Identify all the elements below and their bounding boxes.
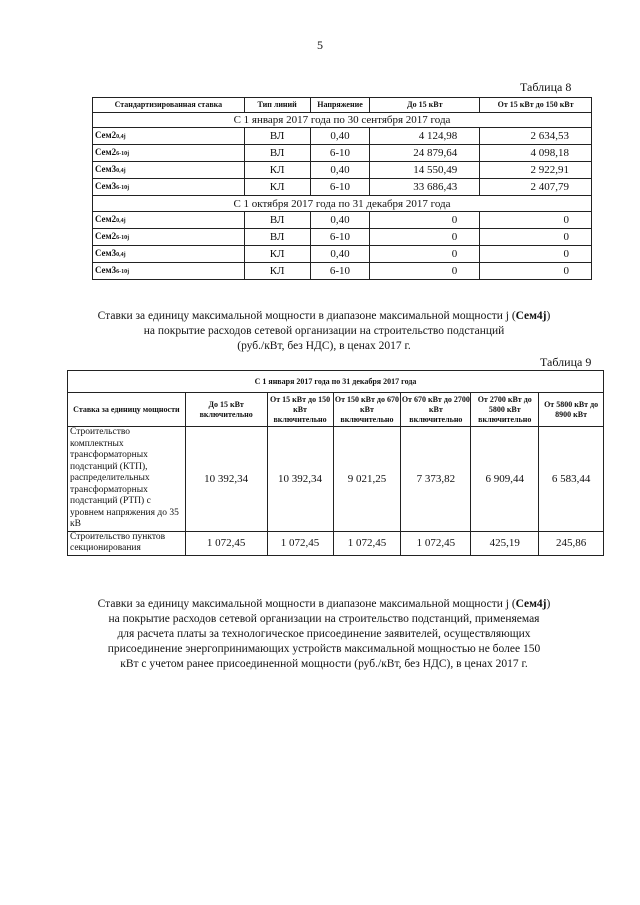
heading2-line3: для расчета платы за технологическое присоединение заявителей, осуществляющих <box>117 628 531 640</box>
voltage-cell: 6-10 <box>310 145 370 162</box>
value-cell: 0 <box>480 245 592 262</box>
table9-header-row <box>68 393 604 427</box>
table9-caption: Таблица 9 <box>540 355 592 369</box>
table8-period-2: С 1 октября 2017 года по 31 декабря 2017 года <box>93 196 592 211</box>
table-row <box>93 211 592 228</box>
table8-header-cell: До 15 кВт <box>370 98 480 113</box>
table-row <box>93 145 592 162</box>
voltage-cell: 0,40 <box>310 162 370 179</box>
table9-period: С 1 января 2017 года по 31 декабря 2017 года <box>68 371 604 393</box>
rate-code-subscript: 0,4j <box>116 134 126 141</box>
rate-code-cell <box>93 262 245 279</box>
value-cell: 1 072,45 <box>401 531 471 555</box>
table9-header-cell: От 15 кВт до 150 кВт включительно <box>267 393 333 427</box>
rate-code: Cем2 <box>95 147 117 158</box>
value-cell: 14 550,49 <box>370 162 480 179</box>
rate-code: Cем3 <box>95 181 117 192</box>
rate-code-subscript: 0,4j <box>116 251 126 258</box>
value-cell: 7 373,82 <box>401 427 471 532</box>
rate-code-cell <box>93 228 245 245</box>
value-cell: 9 021,25 <box>333 427 401 532</box>
value-cell: 1 072,45 <box>333 531 401 555</box>
line-type-cell: ВЛ <box>244 128 310 145</box>
heading1-symbol: Cем4j <box>515 310 547 322</box>
value-cell: 0 <box>370 262 480 279</box>
value-cell: 2 922,91 <box>480 162 592 179</box>
heading2-line2: на покрытие расходов сетевой организации на строительство подстанций, применяемая <box>108 613 540 625</box>
value-cell: 6 909,44 <box>471 427 539 532</box>
table-row <box>93 128 592 145</box>
heading2-line5: кВт с учетом ранее присоединенной мощности (руб./кВт, без НДС), в ценах 2017 г. <box>120 658 528 670</box>
table8-period-1: С 1 января 2017 года по 30 сентября 2017 года <box>93 113 592 128</box>
rate-code-subscript: 6-10j <box>116 185 130 192</box>
value-cell: 245,86 <box>539 531 604 555</box>
rate-code-cell <box>93 245 245 262</box>
rate-code-subscript: 6-10j <box>116 234 130 241</box>
page-number: 5 <box>317 38 323 52</box>
value-cell: 33 686,43 <box>370 179 480 196</box>
rate-code: Cем2 <box>95 130 117 141</box>
rate-code: Cем3 <box>95 264 117 275</box>
heading-2 <box>60 597 588 672</box>
table9-header-cell: От 5800 кВт до 8900 кВт <box>539 393 604 427</box>
value-cell: 2 634,53 <box>480 128 592 145</box>
value-cell: 1 072,45 <box>267 531 333 555</box>
heading2-line1-end: ) <box>546 598 551 610</box>
value-cell: 0 <box>480 228 592 245</box>
value-cell: 10 392,34 <box>185 427 267 532</box>
table-9 <box>67 370 604 556</box>
line-type-cell: КЛ <box>244 262 310 279</box>
value-cell: 0 <box>480 262 592 279</box>
voltage-cell: 0,40 <box>310 211 370 228</box>
value-cell: 425,19 <box>471 531 539 555</box>
heading2-line1: Ставки за единицу максимальной мощности в диапазоне максимальной мощности j ( <box>97 598 516 610</box>
table-row <box>93 245 592 262</box>
rate-code: Cем3 <box>95 164 117 175</box>
table9-header-cell: От 2700 кВт до 5800 кВт включительно <box>471 393 539 427</box>
value-cell: 24 879,64 <box>370 145 480 162</box>
value-cell: 4 098,18 <box>480 145 592 162</box>
heading-1 <box>60 309 588 354</box>
value-cell: 10 392,34 <box>267 427 333 532</box>
line-type-cell: ВЛ <box>244 145 310 162</box>
value-cell: 0 <box>370 228 480 245</box>
line-type-cell: КЛ <box>244 179 310 196</box>
table8-header-cell: Тип линий <box>244 98 310 113</box>
line-type-cell: КЛ <box>244 162 310 179</box>
value-cell: 6 583,44 <box>539 427 604 532</box>
rate-code-subscript: 6-10j <box>116 268 130 275</box>
table8-header-cell: Стандартизированная ставка <box>93 98 245 113</box>
table8-caption: Таблица 8 <box>520 80 572 94</box>
heading2-symbol: Cем4j <box>515 598 547 610</box>
voltage-cell: 0,40 <box>310 245 370 262</box>
table-row <box>68 427 604 532</box>
table-row <box>93 162 592 179</box>
value-cell: 0 <box>370 245 480 262</box>
value-cell: 0 <box>480 211 592 228</box>
table-row <box>93 262 592 279</box>
rate-code-cell <box>93 179 245 196</box>
rate-code-subscript: 0,4j <box>116 168 126 175</box>
voltage-cell: 6-10 <box>310 228 370 245</box>
rate-code-cell <box>93 162 245 179</box>
heading1-line3: (руб./кВт, без НДС), в ценах 2017 г. <box>237 340 411 352</box>
table-8 <box>92 97 592 280</box>
heading1-line1-end: ) <box>546 310 551 322</box>
heading1-line2: на покрытие расходов сетевой организации на строительство подстанций <box>143 325 505 337</box>
line-type-cell: ВЛ <box>244 211 310 228</box>
line-type-cell: КЛ <box>244 245 310 262</box>
value-cell: 4 124,98 <box>370 128 480 145</box>
table8-header-cell: От 15 кВт до 150 кВт <box>480 98 592 113</box>
table9-header-cell: До 15 кВт включительно <box>185 393 267 427</box>
rate-code-cell <box>93 145 245 162</box>
row-label-cell: Строительство комплектных трансформаторных подстанций (КТП), распределительных трансформаторных подстанций (РТП) с уровнем напряжения до 35 кВ <box>68 427 186 532</box>
table9-header-cell: От 670 кВт до 2700 кВт включительно <box>401 393 471 427</box>
voltage-cell: 6-10 <box>310 179 370 196</box>
table9-header-cell: От 150 кВт до 670 кВт включительно <box>333 393 401 427</box>
rate-code: Cем3 <box>95 247 117 258</box>
table8-header-row <box>93 98 592 113</box>
rate-code: Cем2 <box>95 213 117 224</box>
voltage-cell: 0,40 <box>310 128 370 145</box>
table9-header-cell: Ставка за единицу мощности <box>68 393 186 427</box>
value-cell: 1 072,45 <box>185 531 267 555</box>
table8-header-cell: Напряжение <box>310 98 370 113</box>
rate-code-subscript: 6-10j <box>116 151 130 158</box>
line-type-cell: ВЛ <box>244 228 310 245</box>
heading1-line1: Ставки за единицу максимальной мощности в диапазоне максимальной мощности j ( <box>97 310 516 322</box>
table-row <box>93 228 592 245</box>
table-row <box>68 531 604 555</box>
value-cell: 0 <box>370 211 480 228</box>
voltage-cell: 6-10 <box>310 262 370 279</box>
row-label-cell: Строительство пунктов секционирования <box>68 531 186 555</box>
rate-code-subscript: 0,4j <box>116 217 126 224</box>
rate-code: Cем2 <box>95 230 117 241</box>
heading2-line4: присоединение энергопринимающих устройств максимальной мощностью не более 150 <box>107 643 541 655</box>
rate-code-cell <box>93 211 245 228</box>
rate-code-cell <box>93 128 245 145</box>
table-row <box>93 179 592 196</box>
value-cell: 2 407,79 <box>480 179 592 196</box>
